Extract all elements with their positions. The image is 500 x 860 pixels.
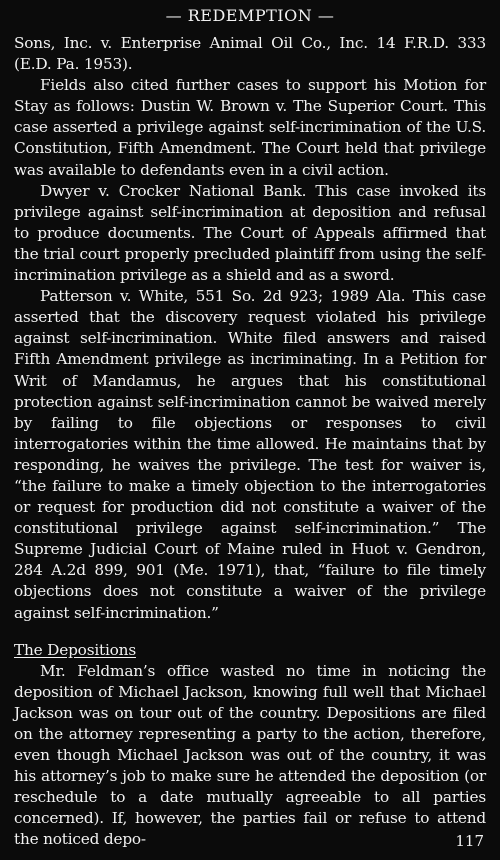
section-heading-depositions: The Depositions	[14, 640, 136, 659]
paragraph-patterson: Patterson v. White, 551 So. 2d 923; 1989 Ala. This case asserted that the discovery request violated his privilege against self-incrimination. White filed answers and raised Fifth Amendment privilege as incriminating. In a Petition for Writ of Mandamus, he argues that his constitutional protection against self-incrimination cannot be waived merely by failing to file objections or responses to civil interrogatories within the time allowed. He maintains that by responding, he waives the privilege. The test for waiver is, “the failure to make a timely objection to the interrogatories or request for production did not constitute a waiver of the constitutional privilege against self-incrimination.” The Supreme Judicial Court of Maine ruled in Huot v. Gendron, 284 A.2d 899, 901 (Me. 1971), that, “failure to file timely objections does not constitute a waiver of the privilege against self-incrimination.”	[14, 287, 486, 622]
paragraph-dwyer: Dwyer v. Crocker National Bank. This case invoked its privilege against self-incrimination at deposition and refusal to produce documents. The Court of Appeals affirmed that the trial court properly precluded plaintiff from using the self-incrimination privilege as a shield and as a sword.	[14, 181, 486, 285]
paragraph-fields-cases: Fields also cited further cases to support his Motion for Stay as follows: Dustin W. Brown v. The Superior Court. This case asserted a privilege against self-incrimination of the U.S. Constitution, Fifth Amendment. The Court held that privilege was available to defendants even in a civil action.	[14, 76, 486, 179]
running-head: — REDEMPTION —	[165, 6, 335, 25]
paragraph-continued: Sons, Inc. v. Enterprise Animal Oil Co., Inc. 14 F.R.D. 333 (E.D. Pa. 1953).	[14, 34, 486, 74]
body-text	[14, 33, 486, 851]
page-number: 117	[455, 832, 484, 850]
paragraph-depositions: Mr. Feldman’s office wasted no time in noticing the deposition of Michael Jackson, knowing full well that Michael Jackson was on tour out of the country. Depositions are filed on the attorney representing a party to the action, therefore, even though Michael Jackson was out of the country, it was his attorney’s job to make sure he attended the deposition (or reschedule to a date mutually agreeable to all parties concerned). If, however, the parties fail or refuse to attend the noticed depo-	[14, 661, 486, 849]
